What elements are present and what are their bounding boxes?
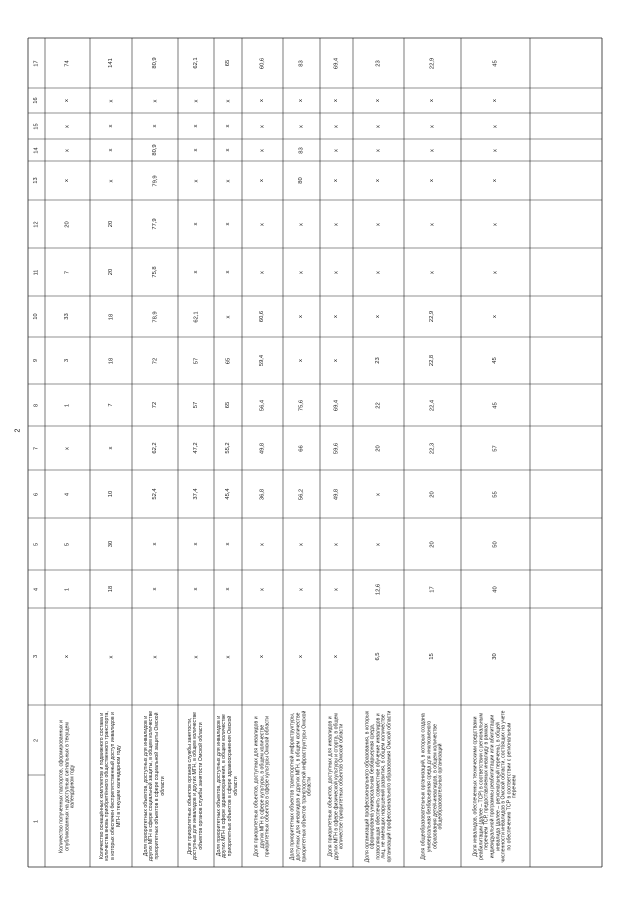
table-cell-r7-c10: х xyxy=(298,315,305,318)
table-cell-r9-c8: 22 xyxy=(375,401,382,409)
table-cell-r1-c9: 3 xyxy=(64,358,71,363)
table-cell-r5-c7: 55,2 xyxy=(224,442,231,454)
table-cell-r2-c3: х xyxy=(107,655,114,658)
table-cell-r5-c13: х xyxy=(224,179,231,182)
table-cell-r2-c15: х xyxy=(107,124,114,128)
table-cell-r7-c12: х xyxy=(298,222,305,226)
table-cell-r6-c10: 60,6 xyxy=(259,310,266,323)
table-cell-r2-c14: х xyxy=(107,148,114,152)
table-cell-r11-c17: 45 xyxy=(492,59,499,67)
column-header-12: 12 xyxy=(32,220,39,228)
table-cell-r8-c8: 69,4 xyxy=(333,399,340,411)
table-cell-r11-c10: х xyxy=(492,315,499,318)
row-description-3: Доля приоритетных объектов, доступных для инвалидов и других МГН в сфере социальной защиты, в общем количестве приоритетных объектов в сфере социальной защиты Омской области xyxy=(142,710,166,862)
column-header-3: 3 xyxy=(32,654,39,659)
table-cell-r1-c11: 7 xyxy=(64,270,71,274)
table-cell-r6-c4: х xyxy=(259,587,266,591)
table-cell-r7-c4: х xyxy=(298,587,305,591)
table-cell-r5-c6: 45,4 xyxy=(224,488,231,500)
table-cell-r8-c3: х xyxy=(333,655,340,658)
table-cell-r10-c15: х xyxy=(429,124,436,128)
table-cell-r6-c13: х xyxy=(259,179,266,182)
table-cell-r7-c15: х xyxy=(298,124,305,128)
table-cell-r4-c16: х xyxy=(192,99,199,102)
table-cell-r1-c12: 20 xyxy=(64,220,71,228)
table-cell-r1-c17: 74 xyxy=(64,59,71,67)
table-cell-r8-c11: х xyxy=(333,270,340,274)
table-cell-r3-c14: 80,9 xyxy=(151,144,158,156)
table-cell-r3-c7: 62,2 xyxy=(151,442,158,454)
table-cell-r1-c8: 1 xyxy=(64,403,71,407)
table-cell-r3-c8: 72 xyxy=(151,401,158,409)
table-cell-r9-c7: 20 xyxy=(375,444,382,452)
table-cell-r7-c6: 56,2 xyxy=(298,488,305,500)
table-cell-r5-c8: 65 xyxy=(224,401,231,409)
table-cell-r3-c17: 80,9 xyxy=(151,57,158,69)
table-cell-r11-c12: х xyxy=(492,222,499,226)
table-cell-r5-c15: х xyxy=(224,124,231,128)
table-cell-r7-c8: 75,6 xyxy=(298,399,305,411)
table-cell-r11-c16: х xyxy=(492,99,499,102)
table-cell-r8-c10: х xyxy=(333,315,340,318)
table-cell-r8-c6: 49,8 xyxy=(333,488,340,500)
table-cell-r6-c11: х xyxy=(259,270,266,274)
table-cell-r7-c7: 66 xyxy=(298,444,305,452)
table-cell-r10-c14: х xyxy=(429,148,436,152)
table-cell-r8-c16: х xyxy=(333,99,340,102)
table-cell-r8-c13: х xyxy=(333,179,340,182)
column-header-13: 13 xyxy=(32,177,39,184)
table-cell-r2-c11: 20 xyxy=(107,268,114,276)
table-cell-r11-c6: 55 xyxy=(492,490,499,498)
column-header-6: 6 xyxy=(32,492,39,496)
column-header-17: 17 xyxy=(32,59,39,67)
table-cell-r6-c9: 59,4 xyxy=(259,354,266,367)
table-cell-r5-c14: х xyxy=(224,148,231,152)
table-cell-r2-c16: х xyxy=(107,99,114,102)
table-cell-r4-c6: 37,4 xyxy=(192,488,199,500)
table-cell-r2-c8: 7 xyxy=(107,403,114,407)
table-cell-r7-c5: х xyxy=(298,542,305,546)
table-cell-r7-c3: х xyxy=(298,655,305,658)
table-cell-r2-c6: 10 xyxy=(107,490,114,498)
table-cell-r3-c4: х xyxy=(151,587,158,591)
column-header-2: 2 xyxy=(32,738,39,742)
table-cell-r10-c10: 22,9 xyxy=(429,310,436,323)
table-cell-r2-c4: 18 xyxy=(107,585,114,593)
table-cell-r7-c13: 80 xyxy=(298,177,305,184)
table-cell-r7-c16: х xyxy=(298,99,305,102)
table-cell-r2-c10: 18 xyxy=(107,313,114,320)
table-cell-r1-c4: 1 xyxy=(64,587,71,591)
table-cell-r4-c5: х xyxy=(192,542,199,546)
table-cell-r4-c7: 47,2 xyxy=(192,442,199,454)
table-cell-r4-c11: х xyxy=(192,270,199,274)
table-cell-r11-c5: 50 xyxy=(492,540,499,548)
table-cell-r6-c15: х xyxy=(259,124,266,128)
table-cell-r9-c6: х xyxy=(375,492,382,496)
table-cell-r10-c6: 20 xyxy=(429,490,436,498)
table-cell-r5-c4: х xyxy=(224,587,231,591)
table-cell-r8-c15: х xyxy=(333,124,340,128)
row-description-9: Доля организаций профессионального образования, в которых сформирована универсальная безбарьерная среда, позволяющая обеспечить совместное обучение инвалидов и лиц, не имеющих нарушений развития, в общем количестве организаций профессионального образования Омской области xyxy=(363,710,392,862)
table-cell-r11-c11: х xyxy=(492,270,499,274)
table-cell-r11-c8: 45 xyxy=(492,401,499,409)
table-cell-r9-c17: 23 xyxy=(375,59,382,67)
table-cell-r5-c9: 65 xyxy=(224,357,231,364)
table-cell-r5-c17: 65 xyxy=(224,59,231,67)
table-cell-r7-c11: х xyxy=(298,270,305,274)
table-cell-r3-c16: х xyxy=(151,99,158,102)
table-cell-r6-c5: х xyxy=(259,542,266,546)
table-cell-r10-c16: х xyxy=(429,99,436,102)
table-cell-r2-c5: 30 xyxy=(107,540,114,548)
table-cell-r9-c9: 23 xyxy=(375,357,382,364)
table-cell-r4-c14: х xyxy=(192,148,199,152)
column-header-4: 4 xyxy=(32,587,39,591)
table-cell-r9-c15: х xyxy=(375,124,382,128)
table-cell-r2-c7: х xyxy=(107,446,114,450)
table-cell-r8-c9: х xyxy=(333,359,340,362)
table-cell-r4-c12: х xyxy=(192,222,199,226)
table-cell-r6-c16: х xyxy=(259,99,266,102)
table-cell-r5-c3: х xyxy=(224,655,231,658)
table-cell-r1-c16: х xyxy=(64,99,71,102)
column-header-10: 10 xyxy=(32,313,39,320)
row-description-8: Доля приоритетных объектов, доступных для инвалидов и других МГН в сфере физической культуры и спорта, в общем количестве приоритетных объектов Омской области xyxy=(327,712,345,860)
table-cell-r1-c7: х xyxy=(64,446,71,450)
table-cell-r1-c14: х xyxy=(64,148,71,152)
table-cell-r8-c5: х xyxy=(333,542,340,546)
table-cell-r7-c17: 83 xyxy=(298,59,305,67)
table-cell-r8-c7: 59,6 xyxy=(333,442,340,454)
row-description-10: Доля общеобразовательных организаций, в которых создана универсальная безбарьерная среда для инклюзивного образования детей-инвалидов, в общем количестве общеобразовательных организаций xyxy=(420,712,444,860)
table-cell-r3-c6: 52,4 xyxy=(151,488,158,500)
row-description-4: Доля приоритетных объектов органов службы занятости, доступных для инвалидов и других МГН, в общем количестве объектов органов службы занятости Омской области xyxy=(186,712,204,860)
table-cell-r8-c4: х xyxy=(333,587,340,591)
table-cell-r10-c11: х xyxy=(429,270,436,274)
table-cell-r3-c13: 79,9 xyxy=(151,174,158,187)
table-cell-r4-c8: 57 xyxy=(192,401,199,409)
table-cell-r6-c6: 36,8 xyxy=(259,488,266,500)
column-header-14: 14 xyxy=(32,146,39,154)
table-cell-r1-c13: х xyxy=(64,179,71,182)
table-cell-r4-c15: х xyxy=(192,124,199,128)
column-header-15: 15 xyxy=(32,122,39,130)
table-cell-r7-c9: х xyxy=(298,359,305,362)
table-cell-r11-c3: 30 xyxy=(492,653,499,660)
table-cell-r5-c5: х xyxy=(224,542,231,546)
column-header-1: 1 xyxy=(32,819,39,823)
row-description-1: Количество полученных паспортов, сформированных и опубликованных на доступных сигнальных в текущем календарном году xyxy=(58,719,76,853)
table-cell-r4-c10: 62,1 xyxy=(192,310,199,323)
table-cell-r3-c11: 75,8 xyxy=(151,266,158,278)
column-header-5: 5 xyxy=(32,542,39,546)
table-cell-r7-c14: 83 xyxy=(298,146,305,154)
table-cell-r10-c7: 22,3 xyxy=(429,442,436,454)
table-cell-r9-c12: х xyxy=(375,222,382,226)
table-cell-r6-c14: х xyxy=(259,148,266,152)
table-cell-r2-c13: х xyxy=(107,179,114,182)
row-description-7: Доля приоритетных объектов транспортной инфраструктуры, доступных для инвалидов и других МГН, в общем количестве приоритетных объектов транспортной инфраструктуры Омской области xyxy=(289,710,313,862)
table-cell-r4-c3: х xyxy=(192,655,199,658)
table-cell-r8-c14: х xyxy=(333,148,340,152)
column-header-16: 16 xyxy=(32,97,39,104)
table-cell-r6-c17: 60,6 xyxy=(259,57,266,69)
table-cell-r2-c12: 20 xyxy=(107,220,114,228)
table-cell-r3-c3: х xyxy=(151,655,158,658)
table-cell-r3-c5: х xyxy=(151,542,158,546)
table-cell-r9-c3: 6,5 xyxy=(375,652,382,661)
table-cell-r6-c3: х xyxy=(259,655,266,658)
table-cell-r4-c17: 62,1 xyxy=(192,57,199,69)
table-cell-r2-c9: 18 xyxy=(107,357,114,364)
table-cell-r11-c14: х xyxy=(492,148,499,152)
table-cell-r9-c5: х xyxy=(375,542,382,546)
row-description-11: Доля инвалидов, обеспеченных техническими средствами реабилитации (далее – ТСР) в соответствии с региональным перечнем ТСР, предоставляемых инвалиду в рамках индивидуальной программы реабилитации или абилитации инвалида (далее – региональный перечень), в общей численности инвалидов в Омской области, состоящих на учете по обеспечению ТСР в соответствии с региональным перечнем xyxy=(472,710,518,862)
table-cell-r10-c5: 20 xyxy=(429,540,436,548)
table-cell-r1-c5: 5 xyxy=(64,542,71,546)
table-cell-r9-c10: х xyxy=(375,315,382,318)
table-cell-r3-c10: 78,9 xyxy=(151,310,158,323)
column-header-11: 11 xyxy=(32,269,39,275)
table-cell-r1-c10: 33 xyxy=(64,313,71,320)
table-cell-r6-c12: х xyxy=(259,222,266,226)
table-cell-r3-c9: 72 xyxy=(151,357,158,364)
table-cell-r5-c11: х xyxy=(224,270,231,274)
table-cell-r1-c15: х xyxy=(64,124,71,128)
table-cell-r10-c17: 22,9 xyxy=(429,57,436,69)
table-cell-r9-c4: 12,6 xyxy=(375,583,382,595)
table-cell-r10-c12: х xyxy=(429,222,436,226)
table-cell-r4-c9: 57 xyxy=(192,357,199,364)
table-cell-r11-c9: 45 xyxy=(492,357,499,364)
table-cell-r9-c11: х xyxy=(375,270,382,274)
table-cell-r5-c12: х xyxy=(224,222,231,226)
table-cell-r9-c16: х xyxy=(375,99,382,102)
table-cell-r1-c3: х xyxy=(64,655,71,658)
table-cell-r10-c3: 15 xyxy=(429,653,436,660)
table-cell-r6-c8: 56,4 xyxy=(259,399,266,411)
table-cell-r5-c16: х xyxy=(224,99,231,102)
table-cell-r3-c12: 77,9 xyxy=(151,218,158,230)
table-cell-r11-c7: 57 xyxy=(492,444,499,452)
table-cell-r6-c7: 49,8 xyxy=(259,442,266,454)
table-cell-r10-c4: 17 xyxy=(429,585,436,593)
row-description-6: Доля приоритетных объектов, доступных для инвалидов и других МГН в сфере культуры, в общем количестве приоритетных объектов в сфере культуры Омской области xyxy=(253,715,271,857)
table-cell-r9-c13: х xyxy=(375,179,382,182)
table-cell-r8-c12: х xyxy=(333,222,340,226)
row-description-5: Доля приоритетных объектов, доступных для инвалидов и других МГН в сфере здравоохранения, в общем количестве приоритетных объектов в сфере здравоохранения Омской области xyxy=(215,714,239,858)
table-cell-r5-c10: х xyxy=(224,315,231,318)
table-cell-r11-c15: х xyxy=(492,124,499,128)
table-cell-r10-c8: 22,4 xyxy=(429,399,436,411)
page-number: 2 xyxy=(14,428,22,433)
row-description-2: Количество оснащённых комплектов и подвижного состава и количества вновь приобретённого общественного транспорта, в которых обеспечен беспрепятственный доступ инвалидов и МГН в текущем календарном году xyxy=(98,711,122,861)
column-header-8: 8 xyxy=(32,403,39,407)
table-cell-r11-c4: 40 xyxy=(492,585,499,593)
table-cell-r1-c6: 4 xyxy=(64,492,71,496)
table-cell-r8-c17: 69,4 xyxy=(333,57,340,69)
table-cell-r11-c13: х xyxy=(492,179,499,182)
table-cell-r10-c9: 22,8 xyxy=(429,354,436,367)
column-header-9: 9 xyxy=(32,358,39,363)
table-cell-r4-c13: х xyxy=(192,179,199,182)
table-cell-r3-c15: х xyxy=(151,124,158,128)
table-cell-r4-c4: х xyxy=(192,587,199,591)
column-header-7: 7 xyxy=(32,446,39,450)
table-cell-r10-c13: х xyxy=(429,179,436,182)
table-cell-r2-c17: 141 xyxy=(107,58,114,68)
table-cell-r9-c14: х xyxy=(375,148,382,152)
